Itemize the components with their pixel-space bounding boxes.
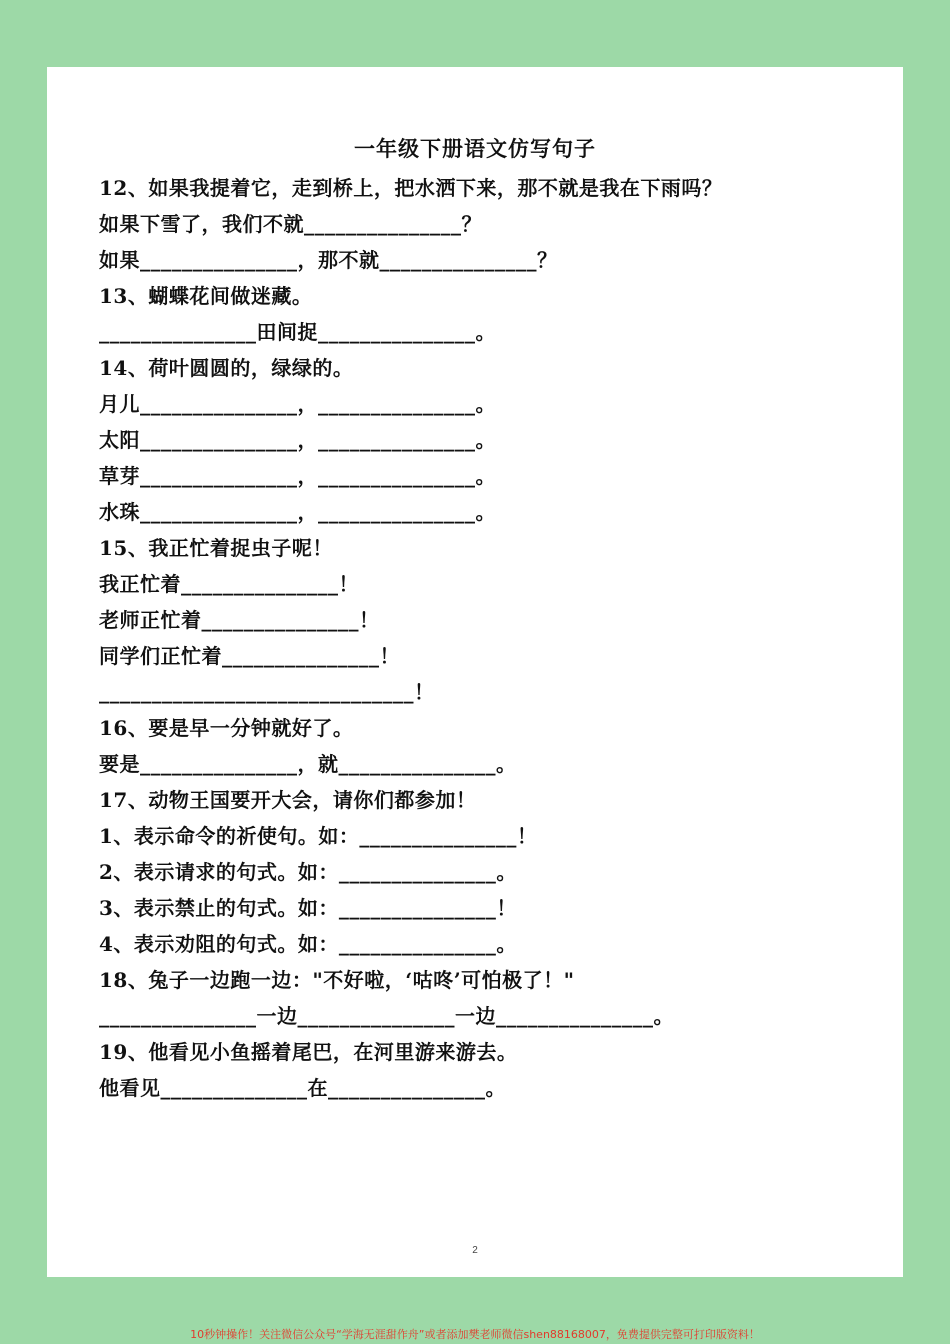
exercise-line: 草芽_______________，_______________。 bbox=[99, 464, 496, 488]
page-title: 一年级下册语文仿写句子 bbox=[354, 136, 596, 161]
exercise-line: 太阳_______________，_______________。 bbox=[99, 428, 496, 452]
worksheet-page bbox=[47, 67, 903, 1277]
exercise-line: 月儿_______________，_______________。 bbox=[99, 392, 496, 416]
page-number: 2 bbox=[472, 1245, 478, 1256]
exercise-line: 老师正忙着_______________！ bbox=[99, 608, 380, 632]
exercise-line: _______________田间捉_______________。 bbox=[99, 320, 496, 344]
exercise-line: 19、他看见小鱼摇着尾巴，在河里游来游去。 bbox=[99, 1040, 518, 1064]
exercise-line: 2、表示请求的句式。如：_______________。 bbox=[99, 860, 517, 884]
exercise-line: 要是_______________，就_______________。 bbox=[99, 752, 517, 776]
exercise-line: 如果下雪了，我们不就_______________？ bbox=[99, 212, 482, 236]
exercise-line: 16、要是早一分钟就好了。 bbox=[99, 716, 354, 740]
exercise-lines bbox=[99, 170, 899, 1106]
exercise-line: ______________________________！ bbox=[99, 680, 435, 704]
exercise-line: 17、动物王国要开大会，请你们都参加！ bbox=[99, 788, 477, 812]
exercise-line: 我正忙着_______________！ bbox=[99, 572, 359, 596]
exercise-line: 3、表示禁止的句式。如：_______________！ bbox=[99, 896, 517, 920]
exercise-line: 13、蝴蝶花间做迷藏。 bbox=[99, 284, 313, 308]
exercise-line: _______________一边_______________一边_______________。 bbox=[99, 1004, 674, 1028]
exercise-line: 15、我正忙着捉虫子呢！ bbox=[99, 536, 333, 560]
exercise-line: 1、表示命令的祈使句。如：_______________！ bbox=[99, 824, 538, 848]
exercise-line: 同学们正忙着_______________！ bbox=[99, 644, 400, 668]
exercise-line: 水珠_______________，_______________。 bbox=[99, 500, 496, 524]
exercise-line: 他看见______________在_______________。 bbox=[99, 1076, 506, 1100]
exercise-line: 12、如果我提着它，走到桥上，把水洒下来，那不就是我在下雨吗？ bbox=[99, 176, 723, 200]
exercise-line: 18、兔子一边跑一边："不好啦，‘咕咚’可怕极了！" bbox=[99, 968, 575, 992]
footer-promo-text: 10秒钟操作！关注微信公众号“学海无涯甜作舟”或者添加樊老师微信shen88168007，免费提供完整可打印版资料！ bbox=[190, 1328, 760, 1341]
exercise-line: 如果_______________，那不就_______________？ bbox=[99, 248, 558, 272]
exercise-line: 4、表示劝阻的句式。如：_______________。 bbox=[99, 932, 517, 956]
exercise-line: 14、荷叶圆圆的，绿绿的。 bbox=[99, 356, 354, 380]
